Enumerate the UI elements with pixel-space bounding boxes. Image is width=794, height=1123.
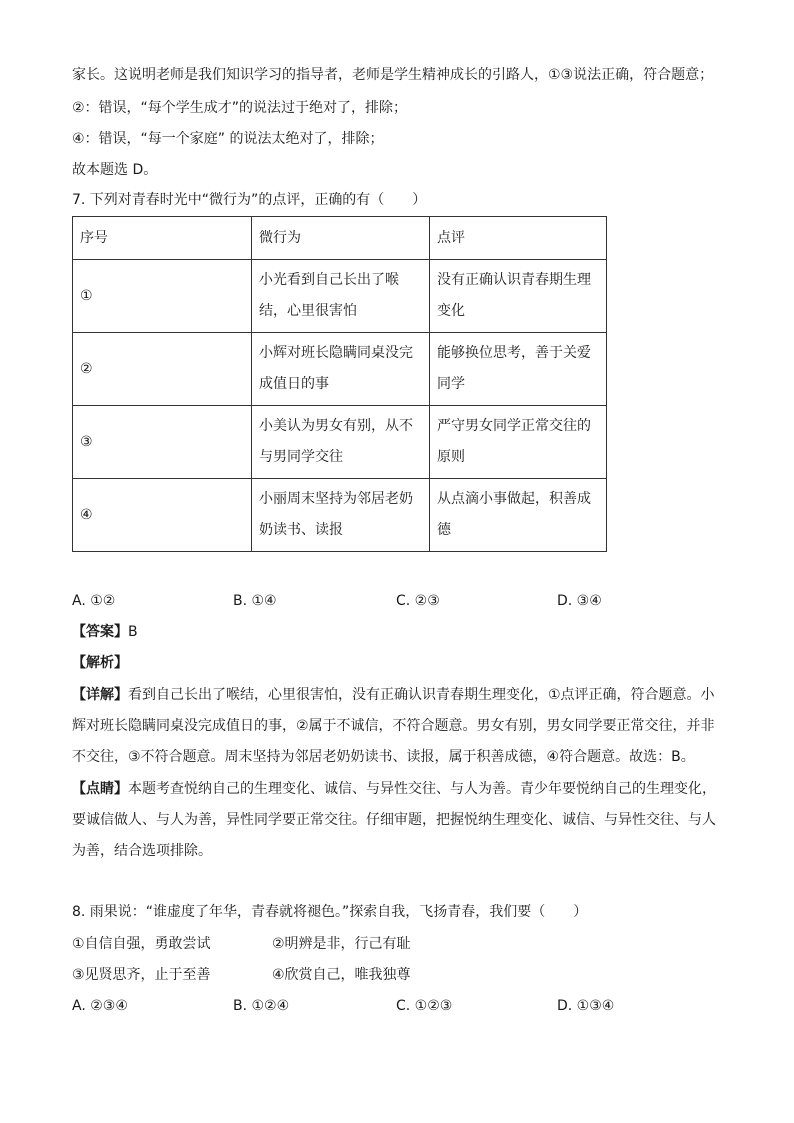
header-behavior: 微行为	[252, 217, 430, 260]
q8-item-3: ③见贤思齐，止于至善	[72, 967, 211, 983]
q8-stem: 8. 雨果说：“谁虚度了年华，青春就将褪色。”探索自我，飞扬青春，我们要（ ）	[72, 904, 588, 920]
table-row	[73, 333, 607, 406]
header-num: 序号	[73, 217, 252, 260]
q7-option-a: A. ①②	[72, 593, 116, 609]
q7-point-line-3: 为善，结合选项排除。	[72, 843, 212, 859]
row-behavior	[252, 260, 430, 333]
comment-line: 严守男女同学正常交往的	[437, 418, 591, 434]
q8-option-d: D. ①③④	[557, 998, 615, 1014]
table-header-row	[73, 217, 607, 260]
point-text: 本题考查悦纳自己的生理变化、诚信、与异性交往、与人为善。青少年要悦纳自己的生理变化，	[128, 781, 716, 797]
behavior-line: 成值日的事	[259, 376, 329, 392]
behavior-line: 与男同学交往	[259, 449, 343, 465]
row-behavior	[252, 479, 430, 552]
q7-detail-line-1	[72, 685, 715, 705]
comment-line: 原则	[437, 449, 465, 465]
q7-option-d: D. ③④	[557, 593, 602, 609]
q7-point-line-1	[72, 779, 716, 799]
answer-label: 【答案】	[72, 624, 128, 640]
behavior-line: 奶读书、读报	[259, 522, 343, 538]
prev-answer-line-4: 故本题选 D。	[72, 162, 158, 178]
q8-item-2: ②明辨是非，行己有耻	[272, 936, 411, 952]
prev-answer-line-2: ②：错误，“每个学生成才”的说法过于绝对了，排除；	[72, 100, 408, 116]
row-comment	[430, 406, 607, 479]
comment-line: 没有正确认识青春期生理	[437, 272, 591, 288]
behavior-line: 小美认为男女有别，从不	[259, 418, 413, 434]
q7-detail-line-2: 辉对班长隐瞒同桌没完成值日的事，②属于不诚信，不符合题意。男女有别，男女同学要正常交往，并非	[72, 718, 715, 734]
table-row	[73, 479, 607, 552]
row-behavior	[252, 333, 430, 406]
header-comment: 点评	[430, 217, 607, 260]
answer-value: B	[128, 624, 138, 640]
q7-answer	[72, 622, 138, 642]
q7-stem: 7. 下列对青春时光中“微行为”的点评，正确的有（ ）	[72, 192, 427, 208]
q7-point-line-2: 要诚信做人、与人为善，异性同学要正常交往。仔细审题，把握悦纳生理变化、诚信、与异性交往、与人	[72, 812, 716, 828]
q8-item-1: ①自信自强，勇敢尝试	[72, 936, 211, 952]
prev-answer-line-3: ④：错误，“每一个家庭” 的说法太绝对了，排除；	[72, 131, 384, 147]
row-behavior	[252, 406, 430, 479]
row-num: ④	[73, 479, 252, 552]
prev-answer-line-1: 家长。这说明老师是我们知识学习的指导者，老师是学生精神成长的引路人，①③说法正确，符合题意；	[72, 67, 714, 83]
behavior-line: 小丽周末坚持为邻居老奶	[259, 491, 413, 507]
q8-option-b: B. ①②④	[233, 998, 290, 1014]
row-num: ②	[73, 333, 252, 406]
table-row	[73, 406, 607, 479]
q7-detail-line-3: 不交往，③不符合题意。周末坚持为邻居老奶奶读书、读报，属于积善成德，④符合题意。故选：B。	[72, 749, 695, 765]
comment-line: 变化	[437, 303, 465, 319]
detail-label: 【详解】	[72, 687, 128, 703]
q7-option-c: C. ②③	[396, 593, 440, 609]
behavior-line: 小辉对班长隐瞒同桌没完	[259, 345, 413, 361]
comment-line: 德	[437, 522, 451, 538]
row-comment	[430, 260, 607, 333]
row-comment	[430, 479, 607, 552]
row-num: ③	[73, 406, 252, 479]
detail-text: 看到自己长出了喉结，心里很害怕，没有正确认识青春期生理变化，①点评正确，符合题意。小	[128, 687, 715, 703]
point-label: 【点睛】	[72, 781, 128, 797]
behavior-line: 小光看到自己长出了喉	[259, 272, 399, 288]
q8-item-4: ④欣赏自己，唯我独尊	[272, 967, 411, 983]
behavior-line: 结，心里很害怕	[259, 303, 357, 319]
q7-table	[72, 216, 607, 552]
row-num: ①	[73, 260, 252, 333]
q7-analysis-label: 【解析】	[72, 655, 128, 671]
row-comment	[430, 333, 607, 406]
comment-line: 从点滴小事做起，积善成	[437, 491, 591, 507]
comment-line: 同学	[437, 376, 465, 392]
table-row	[73, 260, 607, 333]
comment-line: 能够换位思考，善于关爱	[437, 345, 591, 361]
q7-option-b: B. ①④	[233, 593, 277, 609]
q8-option-c: C. ①②③	[396, 998, 453, 1014]
q8-option-a: A. ②③④	[72, 998, 128, 1014]
